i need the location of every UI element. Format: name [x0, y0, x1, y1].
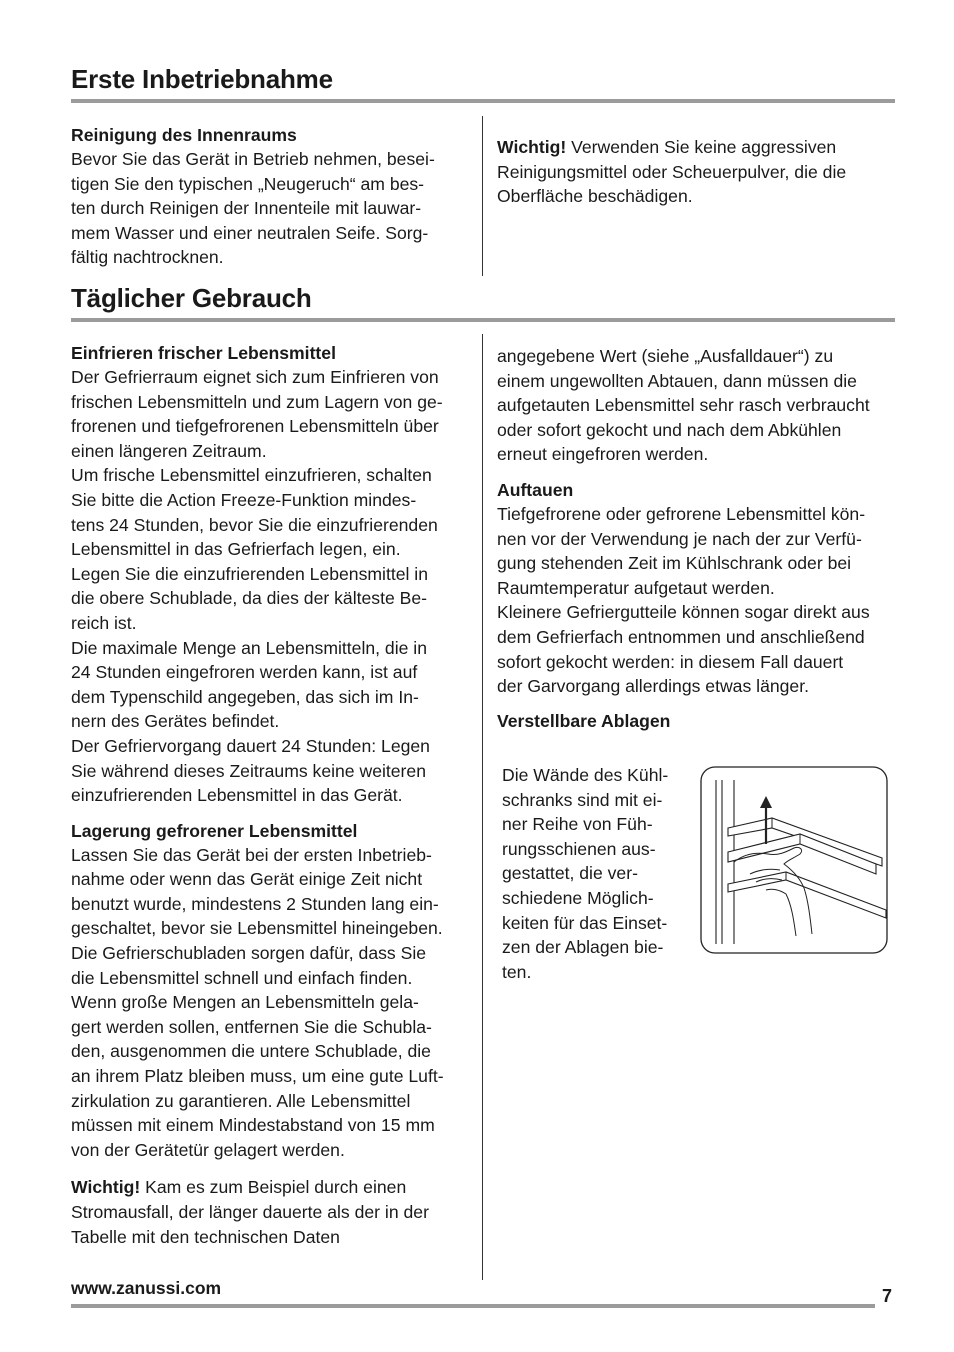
- text-line: die obere Schublade, da dies der kälteste Be-: [71, 588, 428, 609]
- text-line: schranks sind mit ei-: [502, 789, 663, 810]
- subheading-auftauen: Auftauen: [497, 479, 574, 500]
- text-line: den, ausgenommen die untere Schublade, die: [71, 1041, 431, 1062]
- paragraph-einfrieren: [71, 365, 476, 808]
- text-line: nahme oder wenn das Gerät einige Zeit nicht: [71, 869, 423, 890]
- text-line: einem ungewollten Abtauen, dann müssen die: [497, 370, 857, 391]
- text-line: nern des Gerätes befindet.: [71, 711, 280, 732]
- paragraph-continued: [497, 344, 902, 467]
- text-line: Raumtemperatur aufgetaut werden.: [497, 577, 775, 598]
- text-line: Reinigungsmittel oder Scheuerpulver, die die: [497, 161, 847, 182]
- text-line: Der Gefrierraum eignet sich zum Einfrieren von: [71, 367, 439, 387]
- text-line: von der Gerätetür gelagert werden.: [71, 1139, 345, 1160]
- text-line: Die maximale Menge an Lebensmitteln, die in: [71, 637, 427, 658]
- text-line: geschaltet, bevor sie Lebensmittel hineingeben.: [71, 918, 443, 939]
- text-line: gestattet, die ver-: [502, 863, 638, 884]
- paragraph-lagerung: [71, 843, 476, 1163]
- column-left-taeglich: [71, 341, 476, 1249]
- paragraph-ablagen: [502, 763, 692, 984]
- text-line: gert werden sollen, entfernen Sie die Schubla-: [71, 1016, 432, 1037]
- text-line: zen der Ablagen bie-: [502, 937, 664, 958]
- text-line: einen längeren Zeitraum.: [71, 440, 267, 461]
- text-line: tens 24 Stunden, bevor Sie die einzufrierenden: [71, 514, 438, 535]
- text-line: Bevor Sie das Gerät in Betrieb nehmen, besei-: [71, 149, 435, 169]
- text-line: dem Typenschild angegeben, das sich im In-: [71, 686, 419, 707]
- text-line: Kleinere Gefriergutteile können sogar direkt aus: [497, 602, 870, 623]
- text-line: Um frische Lebensmittel einzufrieren, schalten: [71, 465, 432, 486]
- text-line: der Garvorgang allerdings etwas länger.: [497, 676, 809, 697]
- text-line: ten durch Reinigen der Innenteile mit lauwar-: [71, 198, 422, 219]
- text-line: an ihrem Platz bleiben muss, um eine gute Luft-: [71, 1066, 444, 1087]
- text-line: Verwenden Sie keine aggressiven: [566, 137, 837, 157]
- column-divider: [482, 334, 483, 1280]
- text-line: 24 Stunden eingefroren werden kann, ist auf: [71, 662, 418, 683]
- text-line: ten.: [502, 961, 532, 982]
- text-line: Der Gefriervorgang dauert 24 Stunden: Legen: [71, 735, 430, 756]
- section-title-taeglicher-gebrauch: Täglicher Gebrauch: [71, 283, 312, 313]
- text-line: aufgetauten Lebensmittel sehr rasch verbraucht: [497, 395, 870, 416]
- shelf-illustration-icon: [700, 766, 888, 954]
- paragraph-reinigung: [71, 147, 471, 270]
- page-number: 7: [882, 1286, 893, 1306]
- text-line: keiten für das Einset-: [502, 912, 668, 933]
- text-line: oder sofort gekocht und nach dem Abkühlen: [497, 419, 842, 440]
- warning-paragraph: [497, 135, 897, 209]
- text-line: mem Wasser und einer neutralen Seife. Sorg-: [71, 222, 429, 243]
- text-line: Tiefgefrorene oder gefrorene Lebensmittel kön-: [497, 503, 866, 524]
- warning-paragraph: [71, 1175, 476, 1249]
- text-line: ner Reihe von Füh-: [502, 814, 653, 835]
- text-line: dem Gefrierfach entnommen und anschließend: [497, 626, 865, 647]
- column-right-taeglich: [497, 344, 902, 733]
- text-line: einzufrierenden Lebensmittel in das Gerät.: [71, 785, 403, 806]
- column-left-erste: [71, 123, 471, 270]
- text-line: tigen Sie den typischen „Neugeruch“ am bes-: [71, 173, 425, 194]
- text-line: reich ist.: [71, 612, 137, 633]
- text-line: Sie während dieses Zeitraums keine weiteren: [71, 760, 426, 781]
- text-line: frorenen und tiefgefrorenen Lebensmitteln über: [71, 416, 439, 437]
- text-line: angegebene Wert (siehe „Ausfalldauer“) zu: [497, 346, 834, 366]
- text-line: fältig nachtrocknen.: [71, 247, 224, 268]
- text-line: zirkulation zu garantieren. Alle Lebensmittel: [71, 1090, 411, 1111]
- footer-url[interactable]: www.zanussi.com: [71, 1278, 222, 1298]
- subheading-einfrieren: Einfrieren frischer Lebensmittel: [71, 343, 336, 363]
- paragraph-auftauen: [497, 502, 902, 699]
- subheading-reinigung: Reinigung des Innenraums: [71, 125, 297, 145]
- subheading-ablagen: Verstellbare Ablagen: [497, 710, 671, 731]
- text-line: Sie bitte die Action Freeze-Funktion mindes-: [71, 489, 417, 510]
- footer-rule: [71, 1304, 875, 1308]
- section-rule: [71, 99, 895, 103]
- text-line: die Lebensmittel schnell und einfach finden.: [71, 967, 413, 988]
- text-line: müssen mit einem Mindestabstand von 15 mm: [71, 1115, 435, 1136]
- text-line: Kam es zum Beispiel durch einen: [140, 1177, 407, 1198]
- text-line: Lebensmittel in das Gefrierfach legen, ein.: [71, 539, 401, 560]
- text-line: frischen Lebensmitteln und zum Lagern von ge-: [71, 391, 443, 412]
- text-line: nen vor der Verwendung je nach der zur Verfü-: [497, 528, 862, 549]
- subheading-lagerung: Lagerung gefrorener Lebensmittel: [71, 820, 358, 841]
- text-line: Stromausfall, der länger dauerte als der in der: [71, 1202, 429, 1222]
- text-line: Tabelle mit den technischen Daten: [71, 1226, 340, 1247]
- text-line: Legen Sie die einzufrierenden Lebensmittel in: [71, 563, 429, 584]
- text-line: schiedene Möglich-: [502, 887, 654, 908]
- column-right-erste: [497, 135, 897, 209]
- section-rule: [71, 318, 895, 322]
- text-line: Die Gefrierschubladen sorgen dafür, dass Sie: [71, 943, 427, 964]
- warning-label: Wichtig!: [497, 137, 567, 157]
- text-line: Oberfläche beschädigen.: [497, 186, 693, 207]
- text-line: gung stehenden Zeit im Kühlschrank oder bei: [497, 553, 852, 574]
- text-line: benutzt wurde, mindestens 2 Stunden lang ein-: [71, 893, 439, 914]
- text-line: erneut eingefroren werden.: [497, 444, 709, 465]
- text-line: sofort gekocht werden: in diesem Fall dauert: [497, 651, 844, 672]
- section-title-erste-inbetriebnahme: Erste Inbetriebnahme: [71, 64, 333, 94]
- warning-label: Wichtig!: [71, 1177, 141, 1198]
- text-line: rungsschienen aus-: [502, 838, 656, 859]
- text-line: Lassen Sie das Gerät bei der ersten Inbetrieb-: [71, 844, 432, 865]
- column-divider: [482, 116, 483, 276]
- text-line: Wenn große Mengen an Lebensmitteln gela-: [71, 992, 419, 1013]
- text-line: Die Wände des Kühl-: [502, 765, 669, 785]
